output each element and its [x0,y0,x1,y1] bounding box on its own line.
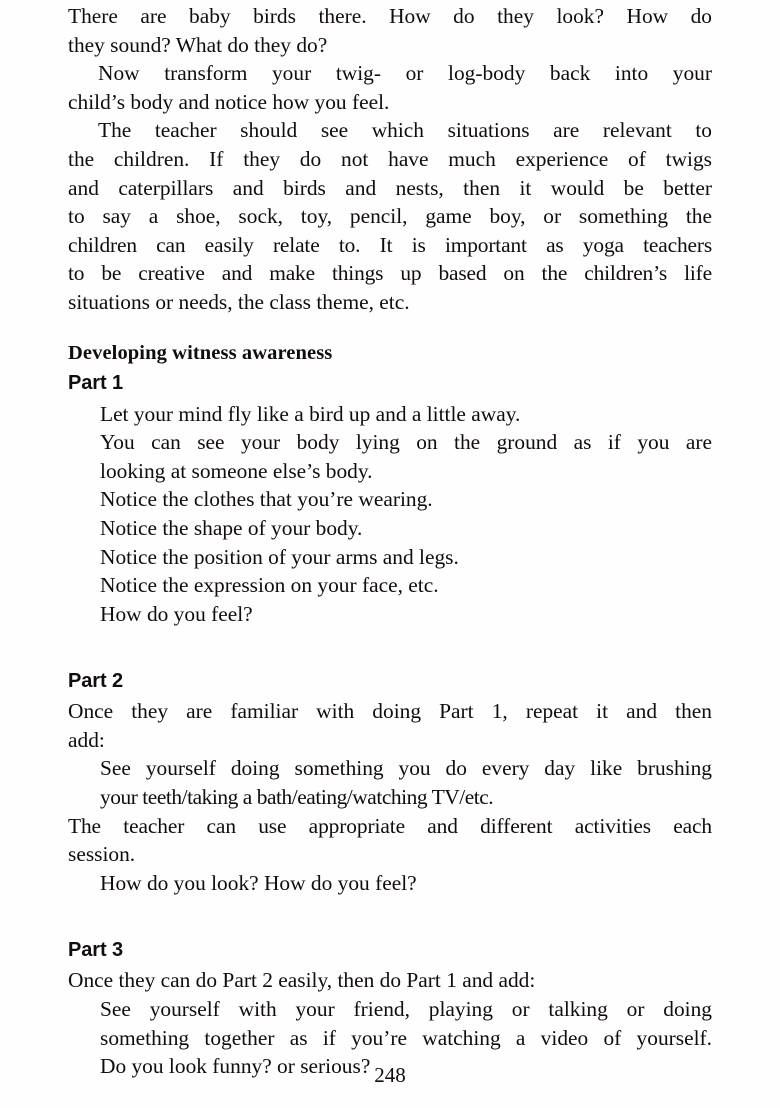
paragraph-line: The teacher can use appropriate and different activities each [68,813,712,838]
section-heading: Developing witness awareness [68,341,333,364]
part-1-instructions [100,400,712,629]
paragraph-line: and caterpillars and birds and nests, then it would be better [68,175,712,200]
paragraph-line: children can easily relate to. It is important as yoga teachers [68,232,712,257]
instruction-line: Notice the shape of your body. [100,515,363,540]
instruction-line: See yourself doing something you do every day like brushing [100,756,712,781]
paragraph-line: The teacher should see which situations are relevant to [98,118,712,143]
instruction-line: You can see your body lying on the ground as if you are [100,430,712,455]
part-2-closing [100,869,712,898]
paragraph-line: Now transform your twig- or log-body back into your [98,61,712,86]
part-2-sub-instructions [100,754,712,811]
part-2-intro [68,697,712,754]
page-number: 248 [374,1063,406,1087]
part-2-after [68,812,712,869]
part-3-heading: Part 3 [68,939,123,962]
instruction-line: looking at someone else’s body. [100,458,373,483]
paragraph-line: situations or needs, the class theme, etc. [68,289,410,314]
paragraph-line: child’s body and notice how you feel. [68,89,390,114]
part-2-heading: Part 2 [68,670,123,693]
spacer [68,897,712,937]
part-1-heading: Part 1 [68,371,123,394]
spacer [68,317,712,339]
paragraph-line: Once they can do Part 2 easily, then do Part 1 and add: [68,968,536,993]
instruction-line: How do you feel? [100,601,253,626]
instruction-line: How do you look? How do you feel? [100,870,417,895]
instruction-line: your teeth/taking a bath/eating/watching TV/etc. [100,785,494,810]
paragraph-teacher-should-see [68,116,712,316]
instruction-line: Let your mind fly like a bird up and a little away. [100,401,521,426]
instruction-line: Do you look funny? or serious? [100,1054,371,1079]
paragraph-line: add: [68,727,105,752]
page-text-column [68,0,712,1081]
paragraph-line: the children. If they do not have much experience of twigs [68,146,712,171]
paragraph-baby-birds [68,0,712,59]
instruction-line: something together as if you’re watching a video of yourself. [100,1025,712,1050]
instruction-line: Notice the clothes that you’re wearing. [100,487,433,512]
instruction-line: See yourself with your friend, playing or talking or doing [100,997,712,1022]
paragraph-line: session. [68,842,136,867]
paragraph-line: There are baby birds there. How do they look? How do [68,4,712,28]
paragraph-line: they sound? What do they do? [68,32,328,57]
instruction-line: Notice the expression on your face, etc. [100,573,439,598]
part-3-intro [68,966,712,995]
paragraph-now-transform [68,59,712,116]
spacer [68,628,712,668]
instruction-line: Notice the position of your arms and legs. [100,544,459,569]
paragraph-line: Once they are familiar with doing Part 1, repeat it and then [68,699,712,724]
paragraph-line: to say a shoe, sock, toy, pencil, game boy, or something the [68,204,712,229]
paragraph-line: to be creative and make things up based on the children’s life [68,261,712,286]
